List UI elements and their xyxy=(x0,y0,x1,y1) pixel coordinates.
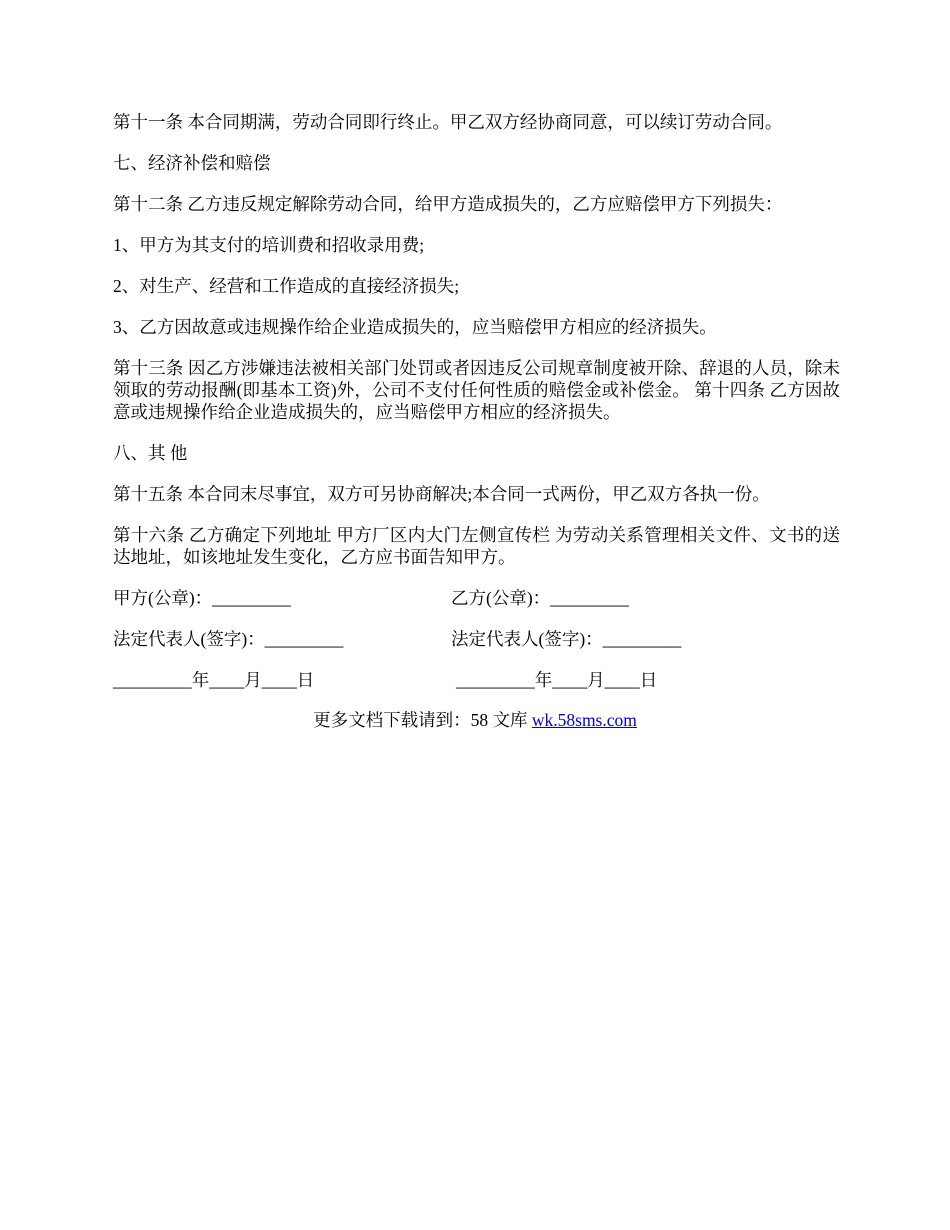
list-item: 3、乙方因故意或违规操作给企业造成损失的，应当赔偿甲方相应的经济损失。 xyxy=(113,317,717,337)
section-heading-other: 八、其 他 xyxy=(113,443,188,463)
clause-15: 第十五条 本合同末尽事宜，双方可另协商解决;本合同一式两份，甲乙双方各执一份。 xyxy=(113,484,770,504)
list-item: 2、对生产、经营和工作造成的直接经济损失; xyxy=(113,276,460,296)
download-footer xyxy=(0,709,950,731)
party-b-date-field: _________年____月____日 xyxy=(456,670,658,690)
party-b-seal-field: 乙方(公章)：_________ xyxy=(451,588,629,608)
footer-text: 更多文档下载请到：58 文库 xyxy=(313,710,532,730)
clause-11: 第十一条 本合同期满，劳动合同即行终止。甲乙双方经协商同意，可以续订劳动合同。 xyxy=(113,112,783,132)
clause-12: 第十二条 乙方违反规定解除劳动合同，给甲方造成损失的，乙方应赔偿甲方下列损失： xyxy=(113,194,783,214)
date-row xyxy=(113,669,840,691)
list-item: 1、甲方为其支付的培训费和招收录用费; xyxy=(113,235,425,255)
party-b-representative-field: 法定代表人(签字)：_________ xyxy=(451,629,682,649)
section-heading-compensation: 七、经济补偿和赔偿 xyxy=(113,153,271,173)
website-link[interactable]: wk.58sms.com xyxy=(531,710,637,730)
seal-row xyxy=(113,587,840,609)
document-body xyxy=(113,111,840,710)
party-a-date-field: _________年____月____日 xyxy=(113,670,315,690)
clause-16: 第十六条 乙方确定下列地址 甲方厂区内大门左侧宣传栏 为劳动关系管理相关文件、文书的送达地址，如该地址发生变化，乙方应书面告知甲方。 xyxy=(113,525,840,567)
party-a-representative-field: 法定代表人(签字)：_________ xyxy=(113,629,344,649)
party-a-seal-field: 甲方(公章)：_________ xyxy=(113,588,291,608)
representative-row xyxy=(113,628,840,650)
clause-13-14: 第十三条 因乙方涉嫌违法被相关部门处罚或者因违反公司规章制度被开除、辞退的人员，除未领取的劳动报酬(即基本工资)外，公司不支付任何性质的赔偿金或补偿金。 第十四条 乙方因故意或违规操作给企业造成损失的，应当赔偿甲方相应的经济损失。 xyxy=(113,358,840,422)
